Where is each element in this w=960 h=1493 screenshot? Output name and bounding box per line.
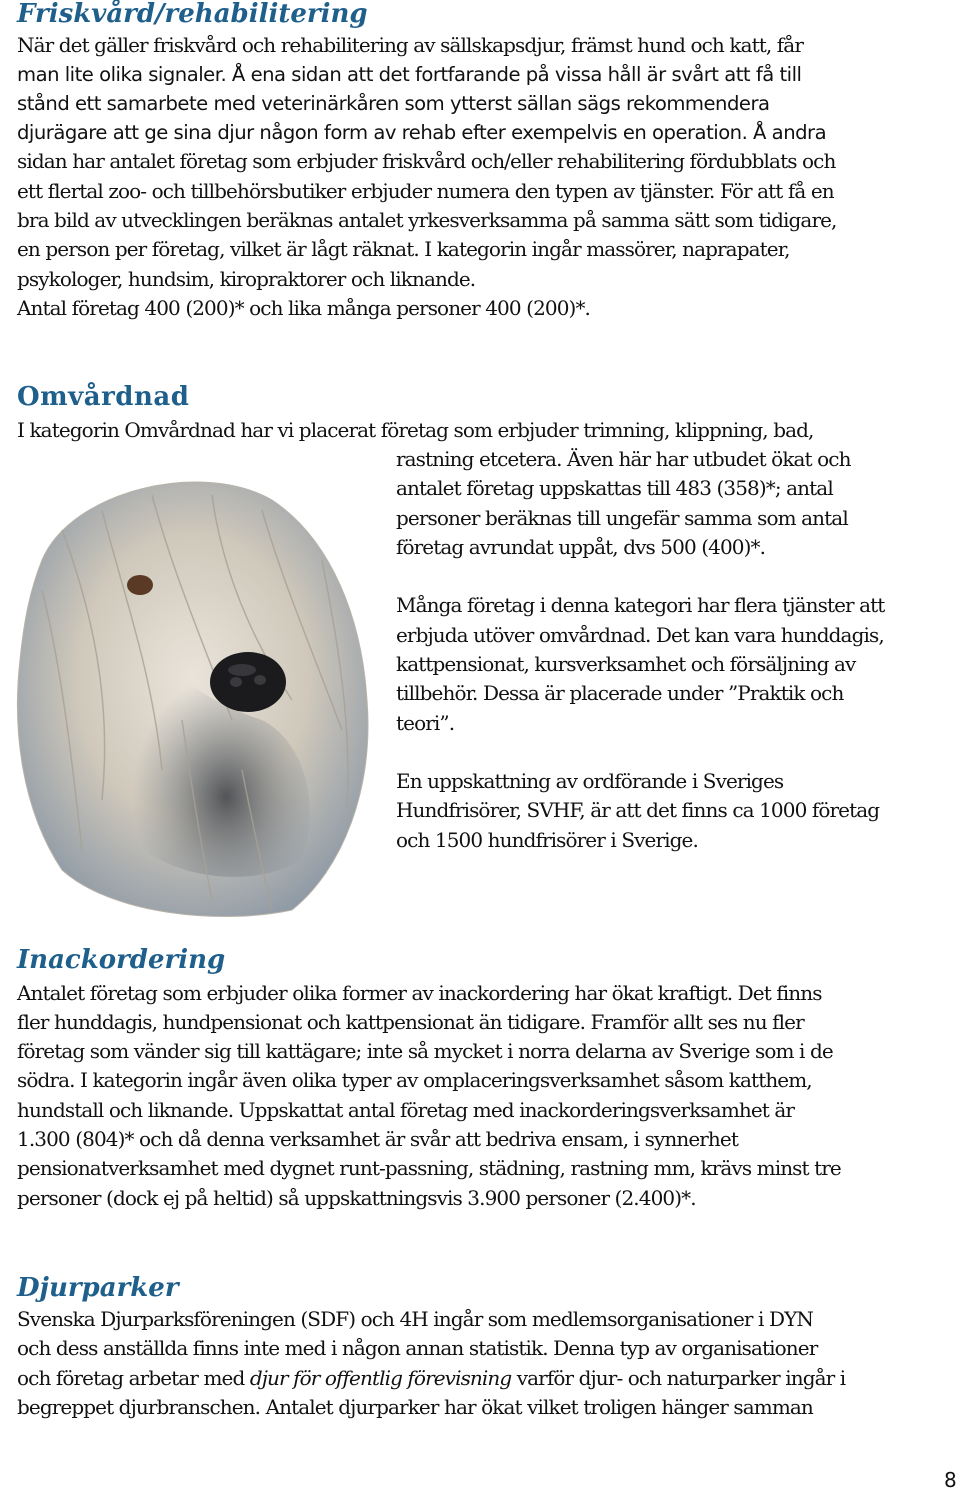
paragraph-line: begreppet djurbranschen. Antalet djurparker har ökat vilket troligen hänger samman bbox=[17, 1395, 813, 1419]
paragraph-line: södra. I kategorin ingår även olika typer av omplaceringsverksamhet såsom katthem, bbox=[17, 1068, 812, 1092]
page-number: 8 bbox=[944, 1468, 957, 1492]
paragraph-line: teori”. bbox=[396, 711, 455, 735]
paragraph-line: företag avrundat uppåt, dvs 500 (400)*. bbox=[396, 535, 766, 559]
paragraph-line: kattpensionat, kursverksamhet och försäljning av bbox=[396, 652, 856, 676]
paragraph-line: man lite olika signaler. Å ena sidan att det fortfarande på vissa håll är svårt att få till bbox=[17, 63, 802, 86]
paragraph-line: I kategorin Omvårdnad har vi placerat företag som erbjuder trimning, klippning, bad, bbox=[17, 418, 814, 442]
paragraph-line: Många företag i denna kategori har flera tjänster att bbox=[396, 593, 885, 617]
text-segment: varför djur- och naturparker ingår i bbox=[511, 1366, 846, 1390]
text-segment: och företag arbetar med bbox=[17, 1366, 250, 1390]
paragraph-line: bra bild av utvecklingen beräknas antalet yrkesverksamma på samma sätt som tidigare, bbox=[17, 208, 837, 232]
paragraph-line: tillbehör. Dessa är placerade under ”Praktik och bbox=[396, 681, 844, 705]
heading-inackordering: Inackordering bbox=[17, 945, 226, 975]
paragraph-line: djurägare att ge sina djur någon form av rehab efter exempelvis en operation. Å andra bbox=[17, 121, 827, 144]
paragraph-line: erbjuda utöver omvårdnad. Det kan vara hunddagis, bbox=[396, 623, 884, 647]
paragraph-line: ett flertal zoo- och tillbehörsbutiker erbjuder numera den typen av tjänster. För att få en bbox=[17, 179, 834, 203]
heading-djurparker: Djurparker bbox=[17, 1273, 179, 1303]
paragraph-line: företag som vänder sig till kattägare; inte så mycket i norra delarna av Sverige som i de bbox=[17, 1039, 833, 1063]
emphasized-text: djur för offentlig förevisning bbox=[249, 1366, 512, 1390]
paragraph-line: hundstall och liknande. Uppskattat antal företag med inackorderingsverksamhet är bbox=[17, 1098, 795, 1122]
paragraph-line: psykologer, hundsim, kiropraktorer och liknande. bbox=[17, 267, 476, 291]
dog-photo bbox=[2, 470, 382, 920]
paragraph-line: personer (dock ej på heltid) så uppskattningsvis 3.900 personer (2.400)*. bbox=[17, 1186, 696, 1210]
paragraph-line: och dess anställda finns inte med i någon annan statistik. Denna typ av organisationer bbox=[17, 1336, 818, 1360]
paragraph-line: en person per företag, vilket är lågt räknat. I kategorin ingår massörer, naprapater, bbox=[17, 237, 790, 261]
paragraph-line: Hundfrisörer, SVHF, är att det finns ca 1000 företag bbox=[396, 798, 880, 822]
paragraph-line: Antalet företag som erbjuder olika former av inackordering har ökat kraftigt. Det finns bbox=[17, 981, 822, 1005]
paragraph-line: stånd ett samarbete med veterinärkåren som ytterst sällan sägs rekommendera bbox=[17, 92, 770, 115]
paragraph-line: Antal företag 400 (200)* och lika många personer 400 (200)*. bbox=[17, 296, 591, 320]
paragraph-line bbox=[17, 1364, 845, 1393]
paragraph-line: rastning etcetera. Även här har utbudet ökat och bbox=[396, 447, 851, 471]
paragraph-line: fler hunddagis, hundpensionat och kattpensionat än tidigare. Framför allt ses nu fler bbox=[17, 1010, 804, 1034]
paragraph-line: 1.300 (804)* och då denna verksamhet är svår att bedriva ensam, i synnerhet bbox=[17, 1127, 738, 1151]
paragraph-line: och 1500 hundfrisörer i Sverige. bbox=[396, 828, 698, 852]
paragraph-line: antalet företag uppskattas till 483 (358)*; antal bbox=[396, 476, 833, 500]
heading-omvardnad: Omvårdnad bbox=[17, 382, 190, 412]
heading-friskvard: Friskvård/rehabilitering bbox=[17, 0, 368, 29]
paragraph-line: När det gäller friskvård och rehabilitering av sällskapsdjur, främst hund och katt, får bbox=[17, 33, 803, 57]
paragraph-line: En uppskattning av ordförande i Sveriges bbox=[396, 769, 784, 793]
paragraph-line: personer beräknas till ungefär samma som antal bbox=[396, 506, 848, 530]
paragraph-line: pensionatverksamhet med dygnet runt-passning, städning, rastning mm, krävs minst tre bbox=[17, 1156, 841, 1180]
paragraph-line: sidan har antalet företag som erbjuder friskvård och/eller rehabilitering fördubblats och bbox=[17, 149, 836, 173]
paragraph-line: Svenska Djurparksföreningen (SDF) och 4H ingår som medlemsorganisationer i DYN bbox=[17, 1307, 813, 1331]
